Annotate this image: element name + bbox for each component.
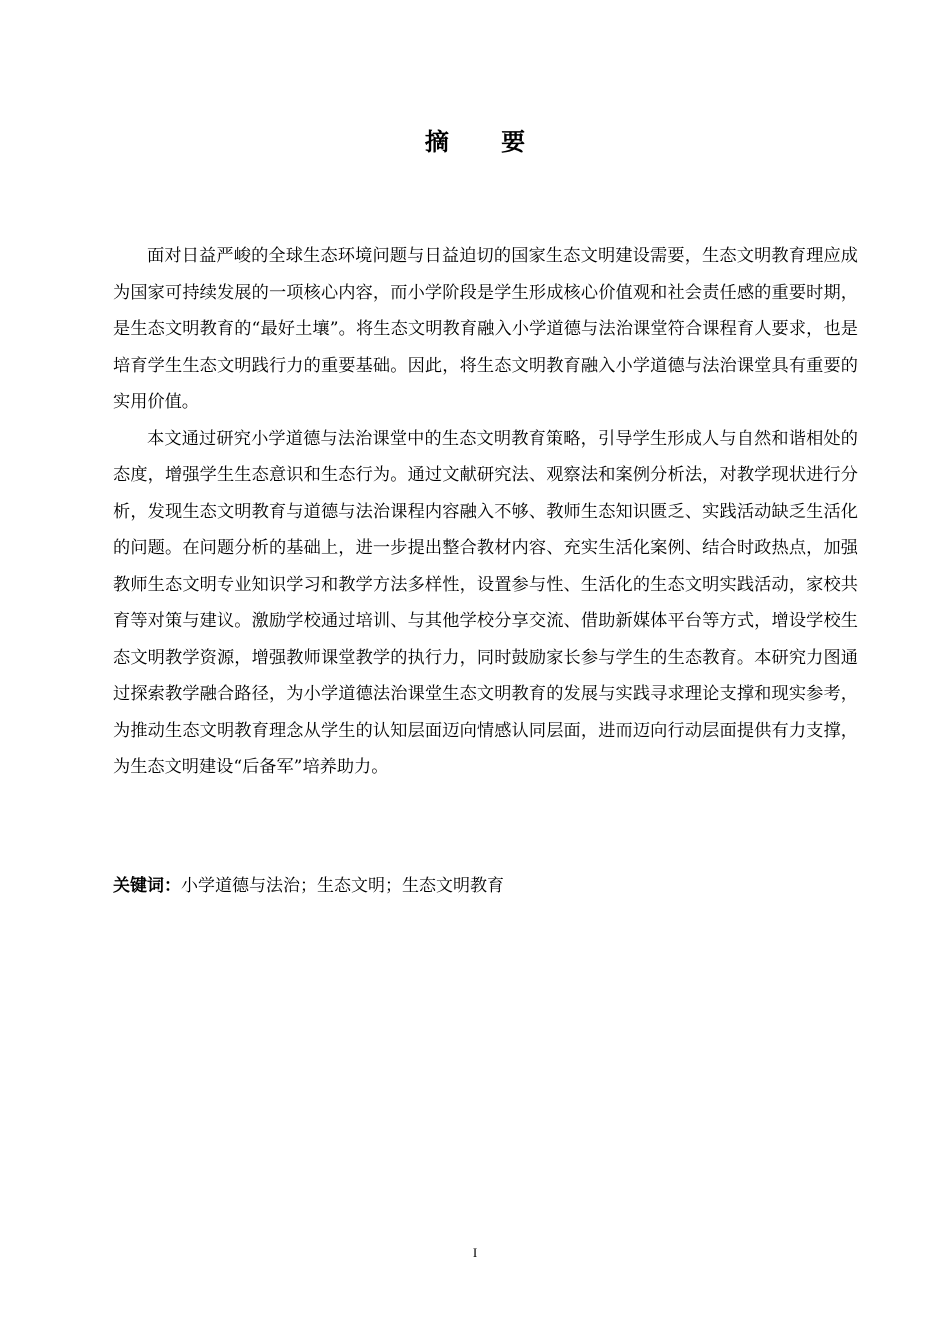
page-number: I [472,1245,478,1260]
keywords-line [113,868,858,904]
page-title: 摘 要 [424,128,548,156]
abstract-paragraph-1: 面对日益严峻的全球生态环境问题与日益迫切的国家生态文明建设需要，生态文明教育理应成为国家可持续发展的一项核心内容，而小学阶段是学生形成核心价值观和社会责任感的重要时期，是生态文明教育的“最好土壤”。将生态文明教育融入小学道德与法治课堂符合课程育人要求，也是培育学生生态文明践行力的重要基础。因此，将生态文明教育融入小学道德与法治课堂具有重要的实用价值。 [113,246,858,412]
abstract-paragraph-2: 本文通过研究小学道德与法治课堂中的生态文明教育策略，引导学生形成人与自然和谐相处的态度，增强学生生态意识和生态行为。通过文献研究法、观察法和案例分析法，对教学现状进行分析，发现生态文明教育与道德与法治课程内容融入不够、教师生态知识匮乏、实践活动缺乏生活化的问题。在问题分析的基础上，进一步提出整合教材内容、充实生活化案例、结合时政热点，加强教师生态文明专业知识学习和教学方法多样性，设置参与性、生活化的生态文明实践活动，家校共育等对策与建议。激励学校通过培训、与其他学校分享交流、借助新媒体平台等方式，增设学校生态文明教学资源，增强教师课堂教学的执行力，同时鼓励家长参与学生的生态教育。本研究力图通过探索教学融合路径，为小学道德法治课堂生态文明教育的发展与实践寻求理论支撑和现实参考，为推动生态文明教育理念从学生的认知层面迈向情感认同层面，进而迈向行动层面提供有力支撑，为生态文明建设“后备军”培养助力。 [113,428,858,777]
keywords-label: 关键词： [113,876,181,896]
keywords-value: 小学道德与法治；生态文明；生态文明教育 [181,876,504,896]
abstract-body [113,238,858,786]
